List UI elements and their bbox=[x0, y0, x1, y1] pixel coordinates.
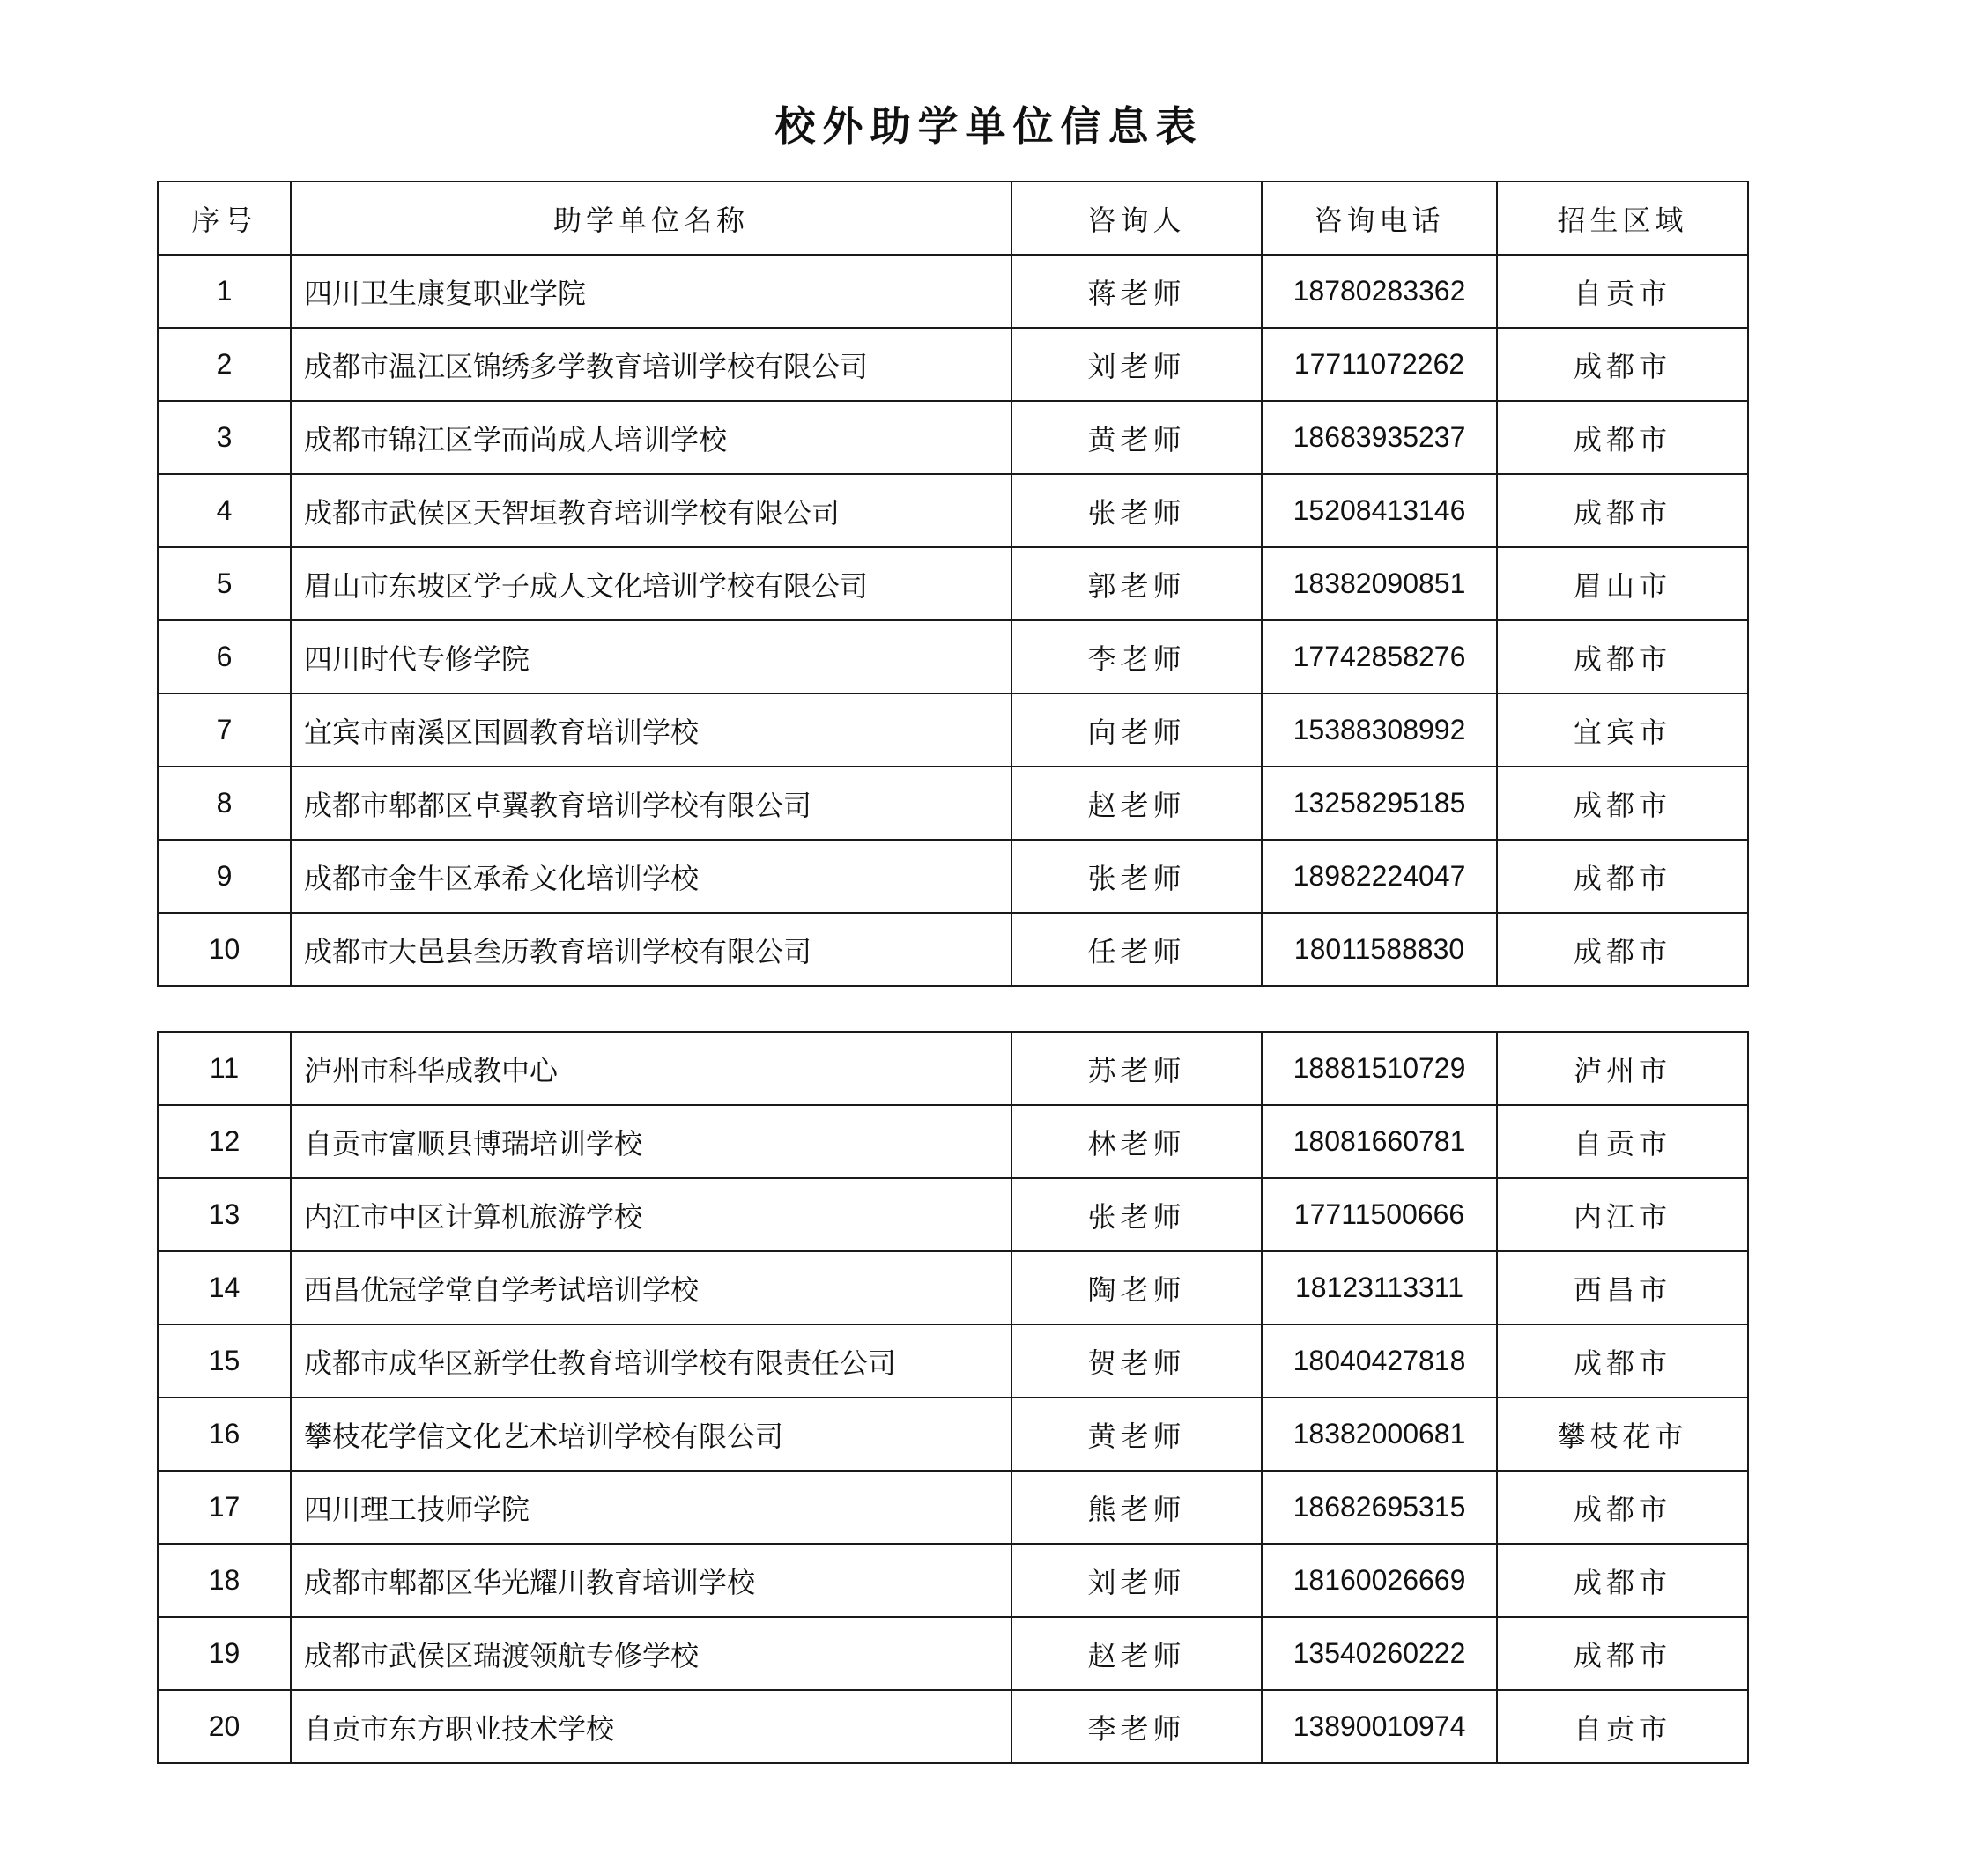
unit-name: 成都市郫都区卓翼教育培训学校有限公司 bbox=[291, 767, 1011, 840]
info-table-part-2 bbox=[157, 1031, 1749, 1764]
contact-phone: 18382090851 bbox=[1262, 547, 1497, 620]
contact-person: 黄老师 bbox=[1011, 1398, 1262, 1471]
contact-phone: 18160026669 bbox=[1262, 1544, 1497, 1617]
contact-phone: 15388308992 bbox=[1262, 693, 1497, 767]
row-number: 11 bbox=[158, 1032, 291, 1105]
contact-person: 熊老师 bbox=[1011, 1471, 1262, 1544]
row-number: 18 bbox=[158, 1544, 291, 1617]
enrollment-area: 成都市 bbox=[1497, 474, 1748, 547]
table-row bbox=[158, 767, 1748, 840]
contact-person: 郭老师 bbox=[1011, 547, 1262, 620]
enrollment-area: 自贡市 bbox=[1497, 255, 1748, 328]
enrollment-area: 成都市 bbox=[1497, 1544, 1748, 1617]
enrollment-area: 成都市 bbox=[1497, 1324, 1748, 1398]
contact-person: 林老师 bbox=[1011, 1105, 1262, 1178]
enrollment-area: 成都市 bbox=[1497, 620, 1748, 693]
table-row bbox=[158, 1251, 1748, 1324]
enrollment-area: 成都市 bbox=[1497, 1471, 1748, 1544]
row-number: 12 bbox=[158, 1105, 291, 1178]
contact-phone: 18081660781 bbox=[1262, 1105, 1497, 1178]
contact-phone: 18683935237 bbox=[1262, 401, 1497, 474]
unit-name: 西昌优冠学堂自学考试培训学校 bbox=[291, 1251, 1011, 1324]
enrollment-area: 自贡市 bbox=[1497, 1105, 1748, 1178]
header-phone: 咨询电话 bbox=[1262, 182, 1497, 255]
contact-person: 任老师 bbox=[1011, 913, 1262, 986]
unit-name: 四川理工技师学院 bbox=[291, 1471, 1011, 1544]
table-row bbox=[158, 1690, 1748, 1763]
contact-phone: 15208413146 bbox=[1262, 474, 1497, 547]
info-table-part-1 bbox=[157, 181, 1749, 987]
row-number: 2 bbox=[158, 328, 291, 401]
enrollment-area: 成都市 bbox=[1497, 840, 1748, 913]
contact-phone: 18881510729 bbox=[1262, 1032, 1497, 1105]
contact-phone: 17711500666 bbox=[1262, 1178, 1497, 1251]
enrollment-area: 自贡市 bbox=[1497, 1690, 1748, 1763]
contact-person: 刘老师 bbox=[1011, 328, 1262, 401]
unit-name: 成都市武侯区瑞渡领航专修学校 bbox=[291, 1617, 1011, 1690]
contact-phone: 17742858276 bbox=[1262, 620, 1497, 693]
table-row bbox=[158, 840, 1748, 913]
enrollment-area: 内江市 bbox=[1497, 1178, 1748, 1251]
row-number: 9 bbox=[158, 840, 291, 913]
row-number: 8 bbox=[158, 767, 291, 840]
header-no: 序号 bbox=[158, 182, 291, 255]
table-row bbox=[158, 1105, 1748, 1178]
contact-phone: 13258295185 bbox=[1262, 767, 1497, 840]
enrollment-area: 泸州市 bbox=[1497, 1032, 1748, 1105]
table-row bbox=[158, 1471, 1748, 1544]
unit-name: 成都市武侯区天智垣教育培训学校有限公司 bbox=[291, 474, 1011, 547]
table-row bbox=[158, 1032, 1748, 1105]
unit-name: 成都市成华区新学仕教育培训学校有限责任公司 bbox=[291, 1324, 1011, 1398]
contact-phone: 17711072262 bbox=[1262, 328, 1497, 401]
contact-phone: 18382000681 bbox=[1262, 1398, 1497, 1471]
table-row bbox=[158, 328, 1748, 401]
contact-phone: 18682695315 bbox=[1262, 1471, 1497, 1544]
unit-name: 成都市郫都区华光耀川教育培训学校 bbox=[291, 1544, 1011, 1617]
table-row bbox=[158, 547, 1748, 620]
table-row bbox=[158, 1544, 1748, 1617]
row-number: 15 bbox=[158, 1324, 291, 1398]
enrollment-area: 攀枝花市 bbox=[1497, 1398, 1748, 1471]
row-number: 16 bbox=[158, 1398, 291, 1471]
contact-phone: 13890010974 bbox=[1262, 1690, 1497, 1763]
unit-name: 宜宾市南溪区国圆教育培训学校 bbox=[291, 693, 1011, 767]
contact-person: 黄老师 bbox=[1011, 401, 1262, 474]
contact-person: 李老师 bbox=[1011, 1690, 1262, 1763]
row-number: 17 bbox=[158, 1471, 291, 1544]
row-number: 13 bbox=[158, 1178, 291, 1251]
enrollment-area: 西昌市 bbox=[1497, 1251, 1748, 1324]
unit-name: 成都市温江区锦绣多学教育培训学校有限公司 bbox=[291, 328, 1011, 401]
row-number: 19 bbox=[158, 1617, 291, 1690]
table-row bbox=[158, 1324, 1748, 1398]
enrollment-area: 成都市 bbox=[1497, 913, 1748, 986]
contact-phone: 18982224047 bbox=[1262, 840, 1497, 913]
unit-name: 四川卫生康复职业学院 bbox=[291, 255, 1011, 328]
unit-name: 内江市中区计算机旅游学校 bbox=[291, 1178, 1011, 1251]
contact-phone: 18123113311 bbox=[1262, 1251, 1497, 1324]
contact-phone: 18040427818 bbox=[1262, 1324, 1497, 1398]
table-row bbox=[158, 1617, 1748, 1690]
table-row bbox=[158, 255, 1748, 328]
contact-phone: 13540260222 bbox=[1262, 1617, 1497, 1690]
contact-person: 贺老师 bbox=[1011, 1324, 1262, 1398]
unit-name: 成都市金牛区承希文化培训学校 bbox=[291, 840, 1011, 913]
unit-name: 四川时代专修学院 bbox=[291, 620, 1011, 693]
enrollment-area: 成都市 bbox=[1497, 328, 1748, 401]
enrollment-area: 眉山市 bbox=[1497, 547, 1748, 620]
unit-name: 眉山市东坡区学子成人文化培训学校有限公司 bbox=[291, 547, 1011, 620]
contact-person: 刘老师 bbox=[1011, 1544, 1262, 1617]
enrollment-area: 成都市 bbox=[1497, 1617, 1748, 1690]
row-number: 7 bbox=[158, 693, 291, 767]
table-row bbox=[158, 693, 1748, 767]
row-number: 1 bbox=[158, 255, 291, 328]
table-row bbox=[158, 1398, 1748, 1471]
contact-person: 赵老师 bbox=[1011, 1617, 1262, 1690]
table-row bbox=[158, 1178, 1748, 1251]
header-area: 招生区域 bbox=[1497, 182, 1748, 255]
enrollment-area: 宜宾市 bbox=[1497, 693, 1748, 767]
contact-person: 苏老师 bbox=[1011, 1032, 1262, 1105]
contact-person: 李老师 bbox=[1011, 620, 1262, 693]
contact-person: 蒋老师 bbox=[1011, 255, 1262, 328]
row-number: 14 bbox=[158, 1251, 291, 1324]
page-title: 校外助学单位信息表 bbox=[774, 102, 1204, 150]
table-row bbox=[158, 620, 1748, 693]
row-number: 10 bbox=[158, 913, 291, 986]
contact-person: 张老师 bbox=[1011, 840, 1262, 913]
row-number: 6 bbox=[158, 620, 291, 693]
contact-person: 张老师 bbox=[1011, 1178, 1262, 1251]
row-number: 5 bbox=[158, 547, 291, 620]
contact-person: 张老师 bbox=[1011, 474, 1262, 547]
enrollment-area: 成都市 bbox=[1497, 767, 1748, 840]
enrollment-area: 成都市 bbox=[1497, 401, 1748, 474]
header-row bbox=[158, 182, 1748, 255]
contact-person: 陶老师 bbox=[1011, 1251, 1262, 1324]
contact-phone: 18011588830 bbox=[1262, 913, 1497, 986]
contact-phone: 18780283362 bbox=[1262, 255, 1497, 328]
header-person: 咨询人 bbox=[1011, 182, 1262, 255]
unit-name: 泸州市科华成教中心 bbox=[291, 1032, 1011, 1105]
unit-name: 成都市锦江区学而尚成人培训学校 bbox=[291, 401, 1011, 474]
table-row bbox=[158, 913, 1748, 986]
contact-person: 赵老师 bbox=[1011, 767, 1262, 840]
contact-person: 向老师 bbox=[1011, 693, 1262, 767]
table-row bbox=[158, 401, 1748, 474]
header-name: 助学单位名称 bbox=[291, 182, 1011, 255]
row-number: 20 bbox=[158, 1690, 291, 1763]
unit-name: 自贡市东方职业技术学校 bbox=[291, 1690, 1011, 1763]
table-row bbox=[158, 474, 1748, 547]
row-number: 3 bbox=[158, 401, 291, 474]
unit-name: 成都市大邑县叁历教育培训学校有限公司 bbox=[291, 913, 1011, 986]
row-number: 4 bbox=[158, 474, 291, 547]
unit-name: 攀枝花学信文化艺术培训学校有限公司 bbox=[291, 1398, 1011, 1471]
unit-name: 自贡市富顺县博瑞培训学校 bbox=[291, 1105, 1011, 1178]
